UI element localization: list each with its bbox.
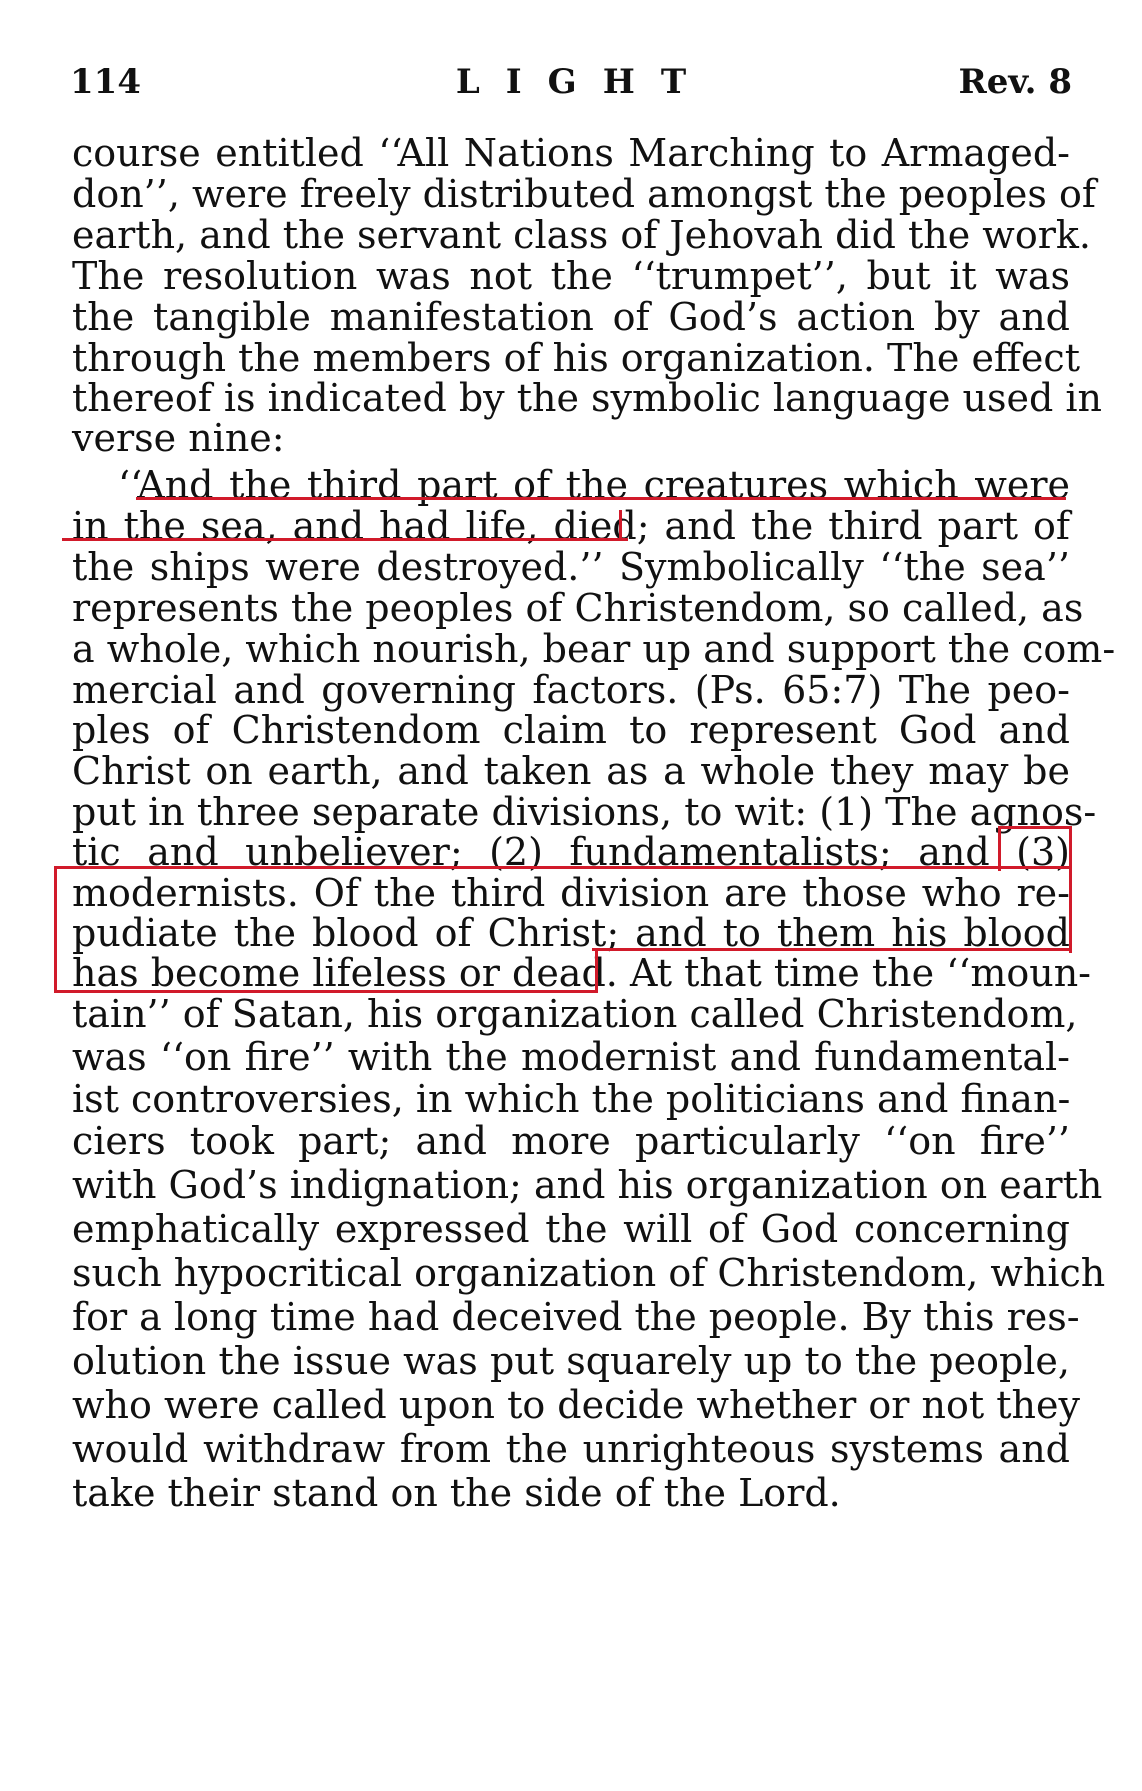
- text-segment: ; and the third part of: [636, 504, 1070, 548]
- text-line: through the members of his organization. The effect: [72, 336, 1080, 380]
- text-line: for a long time had deceived the people. By this res-: [72, 1295, 1080, 1339]
- highlight-box-middle: [54, 866, 1072, 953]
- text-line: the tangible manifestation of God’s action by and: [72, 295, 1070, 339]
- boxed-phrase: has become lifeless or dead.: [72, 951, 618, 995]
- underline-mark: [136, 497, 1066, 500]
- text-line: thereof is indicated by the symbolic language used in: [72, 376, 1103, 420]
- underlined-phrase: in the sea, and had life, died: [72, 504, 637, 548]
- page-number: 114: [70, 62, 141, 102]
- quote-line: [72, 503, 1070, 549]
- text-line: tic and unbeliever; (2) fundamentalists; and (3): [72, 830, 1070, 874]
- text-line: earth, and the servant class of Jehovah did the work.: [72, 213, 1091, 257]
- text-line: such hypocritical organization of Christendom, which: [72, 1251, 1106, 1295]
- highlight-box-bottom: [54, 948, 598, 993]
- underline-mark: [62, 538, 628, 541]
- text-line: with God’s indignation; and his organization on earth: [72, 1163, 1103, 1207]
- highlight-box-top: [998, 826, 1072, 871]
- text-line: course entitled ‘‘All Nations Marching to Armaged-: [72, 131, 1070, 175]
- text-line: ist controversies, in which the politicians and finan-: [72, 1077, 1071, 1121]
- text-line: tain’’ of Satan, his organization called Christendom,: [72, 992, 1078, 1036]
- text-line: Christ on earth, and taken as a whole they may be: [72, 749, 1070, 793]
- text-line: would withdraw from the unrighteous systems and: [72, 1427, 1070, 1471]
- text-line: take their stand on the side of the Lord.: [72, 1471, 841, 1515]
- text-line: represents the peoples of Christendom, so called, as: [72, 586, 1084, 630]
- text-line: was ‘‘on fire’’ with the modernist and fundamental-: [72, 1035, 1070, 1079]
- page-header: [70, 62, 1072, 112]
- text-line: olution the issue was put squarely up to the people,: [72, 1339, 1070, 1383]
- running-title: LIGHT: [455, 62, 713, 102]
- text-line: put in three separate divisions, to wit: (1) The agnos-: [72, 790, 1097, 834]
- quote-line: ‘‘And the third part of the creatures which were: [118, 463, 1070, 507]
- text-line: who were called upon to decide whether or not they: [72, 1383, 1080, 1427]
- text-line: don’’, were freely distributed amongst the peoples of: [72, 172, 1096, 216]
- chapter-reference: Rev. 8: [958, 62, 1072, 102]
- boxed-line: modernists. Of the third division are those who re-: [72, 871, 1070, 915]
- highlight-box-step: [592, 948, 1069, 951]
- text-line: emphatically expressed the will of God concerning: [72, 1207, 1070, 1251]
- text-line: The resolution was not the ‘‘trumpet’’, but it was: [72, 254, 1070, 298]
- text-line: verse nine:: [72, 416, 285, 460]
- boxed-line: pudiate the blood of Christ; and to them his blood: [72, 911, 1070, 955]
- underline-end-tick: [619, 510, 622, 540]
- text-line: mercial and governing factors. (Ps. 65:7) The peo-: [72, 668, 1070, 712]
- text-line: ples of Christendom claim to represent God and: [72, 708, 1070, 752]
- text-line: a whole, which nourish, bear up and support the com-: [72, 627, 1116, 671]
- text-segment: At that time the ‘‘moun-: [617, 951, 1092, 995]
- text-line: the ships were destroyed.’’ Symbolically ‘‘the sea’’: [72, 545, 1070, 589]
- text-line: ciers took part; and more particularly ‘‘on fire’’: [72, 1119, 1070, 1163]
